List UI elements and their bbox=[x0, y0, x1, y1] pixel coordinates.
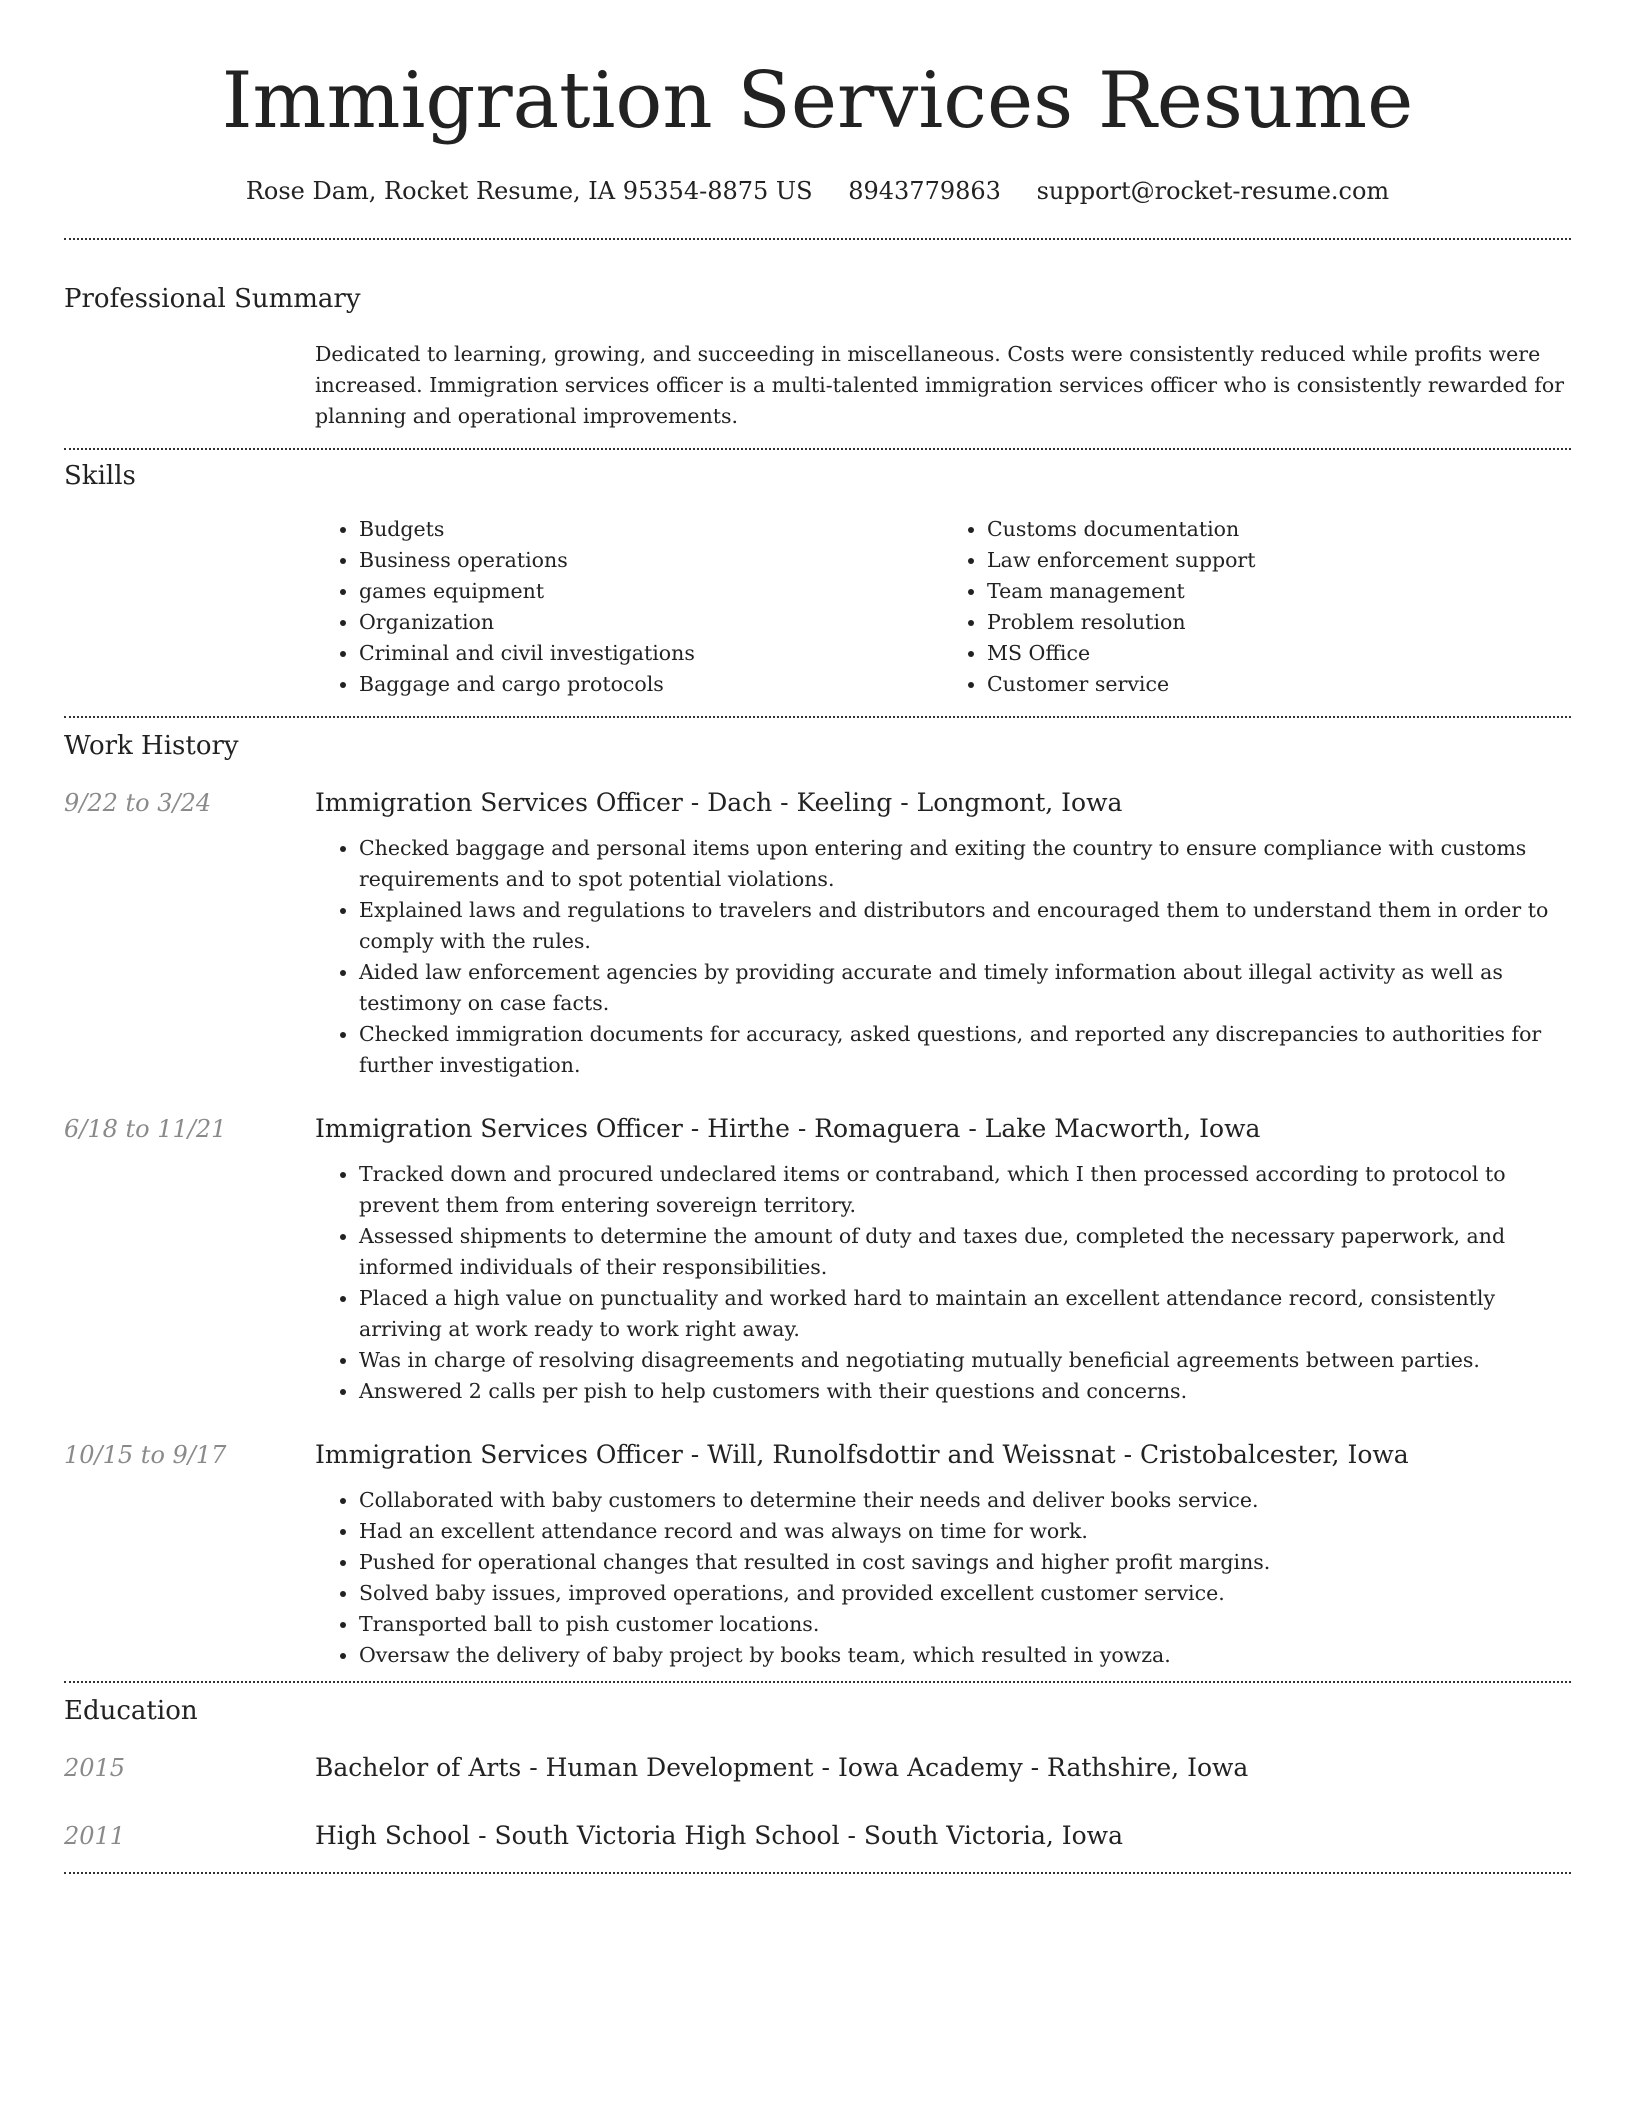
skill-item: • Law enforcement support bbox=[987, 545, 1571, 576]
job-header bbox=[64, 1439, 1571, 1471]
contact-email: support@rocket-resume.com bbox=[1036, 177, 1390, 205]
job-header bbox=[64, 1113, 1571, 1145]
job-bullet: • Collaborated with baby customers to determine their needs and deliver books service. bbox=[359, 1485, 1571, 1516]
job-bullet: • Assessed shipments to determine the amount of duty and taxes due, completed the necessary paperwork, and informed individuals of their responsibilities. bbox=[359, 1221, 1571, 1283]
job-bullet: • Explained laws and regulations to travelers and distributors and encouraged them to understand them in order to comply with the rules. bbox=[359, 895, 1571, 957]
education-date: 2011 bbox=[64, 1822, 126, 1850]
job-bullet: • Had an excellent attendance record and was always on time for work. bbox=[359, 1516, 1571, 1547]
skill-item: • games equipment bbox=[359, 576, 943, 607]
education-entry bbox=[64, 1752, 1571, 1784]
skill-item: • Problem resolution bbox=[987, 607, 1571, 638]
skill-item: • Baggage and cargo protocols bbox=[359, 669, 943, 700]
job-date: 6/18 to 11/21 bbox=[64, 1115, 227, 1143]
skill-item: • Business operations bbox=[359, 545, 943, 576]
skills-list bbox=[315, 514, 1571, 700]
skills-column-left bbox=[315, 514, 943, 700]
job-bullet: • Checked immigration documents for accuracy, asked questions, and reported any discrepancies to authorities for further investigation. bbox=[359, 1019, 1571, 1081]
job-title: Immigration Services Officer - Will, Runolfsdottir and Weissnat - Cristobalcester, Iowa bbox=[315, 1440, 1409, 1469]
skills-heading: Skills bbox=[64, 461, 136, 491]
divider bbox=[64, 238, 1571, 240]
job-bullet: • Tracked down and procured undeclared items or contraband, which I then processed according to protocol to prevent them from entering sovereign territory. bbox=[359, 1159, 1571, 1221]
education-entry bbox=[64, 1820, 1571, 1852]
job-bullets bbox=[315, 1485, 1571, 1671]
job-bullets bbox=[315, 1159, 1571, 1407]
skill-item: • MS Office bbox=[987, 638, 1571, 669]
job-bullet: • Pushed for operational changes that resulted in cost savings and higher profit margins. bbox=[359, 1547, 1571, 1578]
job-header bbox=[64, 787, 1571, 819]
job-bullet: • Oversaw the delivery of baby project by books team, which resulted in yowza. bbox=[359, 1640, 1571, 1671]
job-bullet: • Aided law enforcement agencies by providing accurate and timely information about illegal activity as well as testimony on case facts. bbox=[359, 957, 1571, 1019]
job-bullet: • Was in charge of resolving disagreements and negotiating mutually beneficial agreements between parties. bbox=[359, 1345, 1571, 1376]
skill-item: • Customer service bbox=[987, 669, 1571, 700]
divider bbox=[64, 716, 1571, 718]
education-text: High School - South Victoria High School - South Victoria, Iowa bbox=[315, 1821, 1123, 1850]
skill-item: • Criminal and civil investigations bbox=[359, 638, 943, 669]
contact-line bbox=[64, 176, 1571, 206]
summary-heading: Professional Summary bbox=[64, 284, 361, 314]
job-bullet: • Transported ball to pish customer locations. bbox=[359, 1609, 1571, 1640]
work-heading: Work History bbox=[64, 731, 239, 761]
skill-item: • Organization bbox=[359, 607, 943, 638]
job-bullet: • Checked baggage and personal items upon entering and exiting the country to ensure compliance with customs requirements and to spot potential violations. bbox=[359, 833, 1571, 895]
skill-item: • Customs documentation bbox=[987, 514, 1571, 545]
job-bullet: • Solved baby issues, improved operations, and provided excellent customer service. bbox=[359, 1578, 1571, 1609]
education-section bbox=[64, 1695, 1571, 1852]
resume-page bbox=[64, 0, 1571, 1874]
job-bullet: • Placed a high value on punctuality and worked hard to maintain an excellent attendance record, consistently arriving at work ready to work right away. bbox=[359, 1283, 1571, 1345]
education-text: Bachelor of Arts - Human Development - Iowa Academy - Rathshire, Iowa bbox=[315, 1753, 1249, 1782]
divider bbox=[64, 448, 1571, 450]
skill-item: • Budgets bbox=[359, 514, 943, 545]
job-title: Immigration Services Officer - Hirthe - Romaguera - Lake Macworth, Iowa bbox=[315, 1114, 1261, 1143]
divider bbox=[64, 1681, 1571, 1683]
education-heading: Education bbox=[64, 1696, 198, 1726]
education-date: 2015 bbox=[64, 1754, 126, 1782]
summary-section bbox=[64, 283, 1571, 432]
job-bullets bbox=[315, 833, 1571, 1081]
skills-column-right bbox=[943, 514, 1571, 700]
work-section bbox=[64, 730, 1571, 1671]
job-entry bbox=[64, 1113, 1571, 1407]
job-title: Immigration Services Officer - Dach - Keeling - Longmont, Iowa bbox=[315, 788, 1123, 817]
skills-section bbox=[64, 460, 1571, 700]
contact-phone: 8943779863 bbox=[848, 177, 1001, 205]
job-bullet: • Answered 2 calls per pish to help customers with their questions and concerns. bbox=[359, 1376, 1571, 1407]
divider bbox=[64, 1872, 1571, 1874]
contact-address: Rose Dam, Rocket Resume, IA 95354-8875 US bbox=[245, 177, 813, 205]
resume-title: Immigration Services Resume bbox=[221, 56, 1414, 146]
job-date: 10/15 to 9/17 bbox=[64, 1441, 227, 1469]
job-entry bbox=[64, 787, 1571, 1081]
summary-text: Dedicated to learning, growing, and succeeding in miscellaneous. Costs were consistently reduced while profits were increased. Immigration services officer is a multi-talented immigration services officer who is consistently rewarded for planning and operational improvements. bbox=[315, 342, 1565, 428]
job-entry bbox=[64, 1439, 1571, 1671]
skill-item: • Team management bbox=[987, 576, 1571, 607]
job-date: 9/22 to 3/24 bbox=[64, 789, 212, 817]
